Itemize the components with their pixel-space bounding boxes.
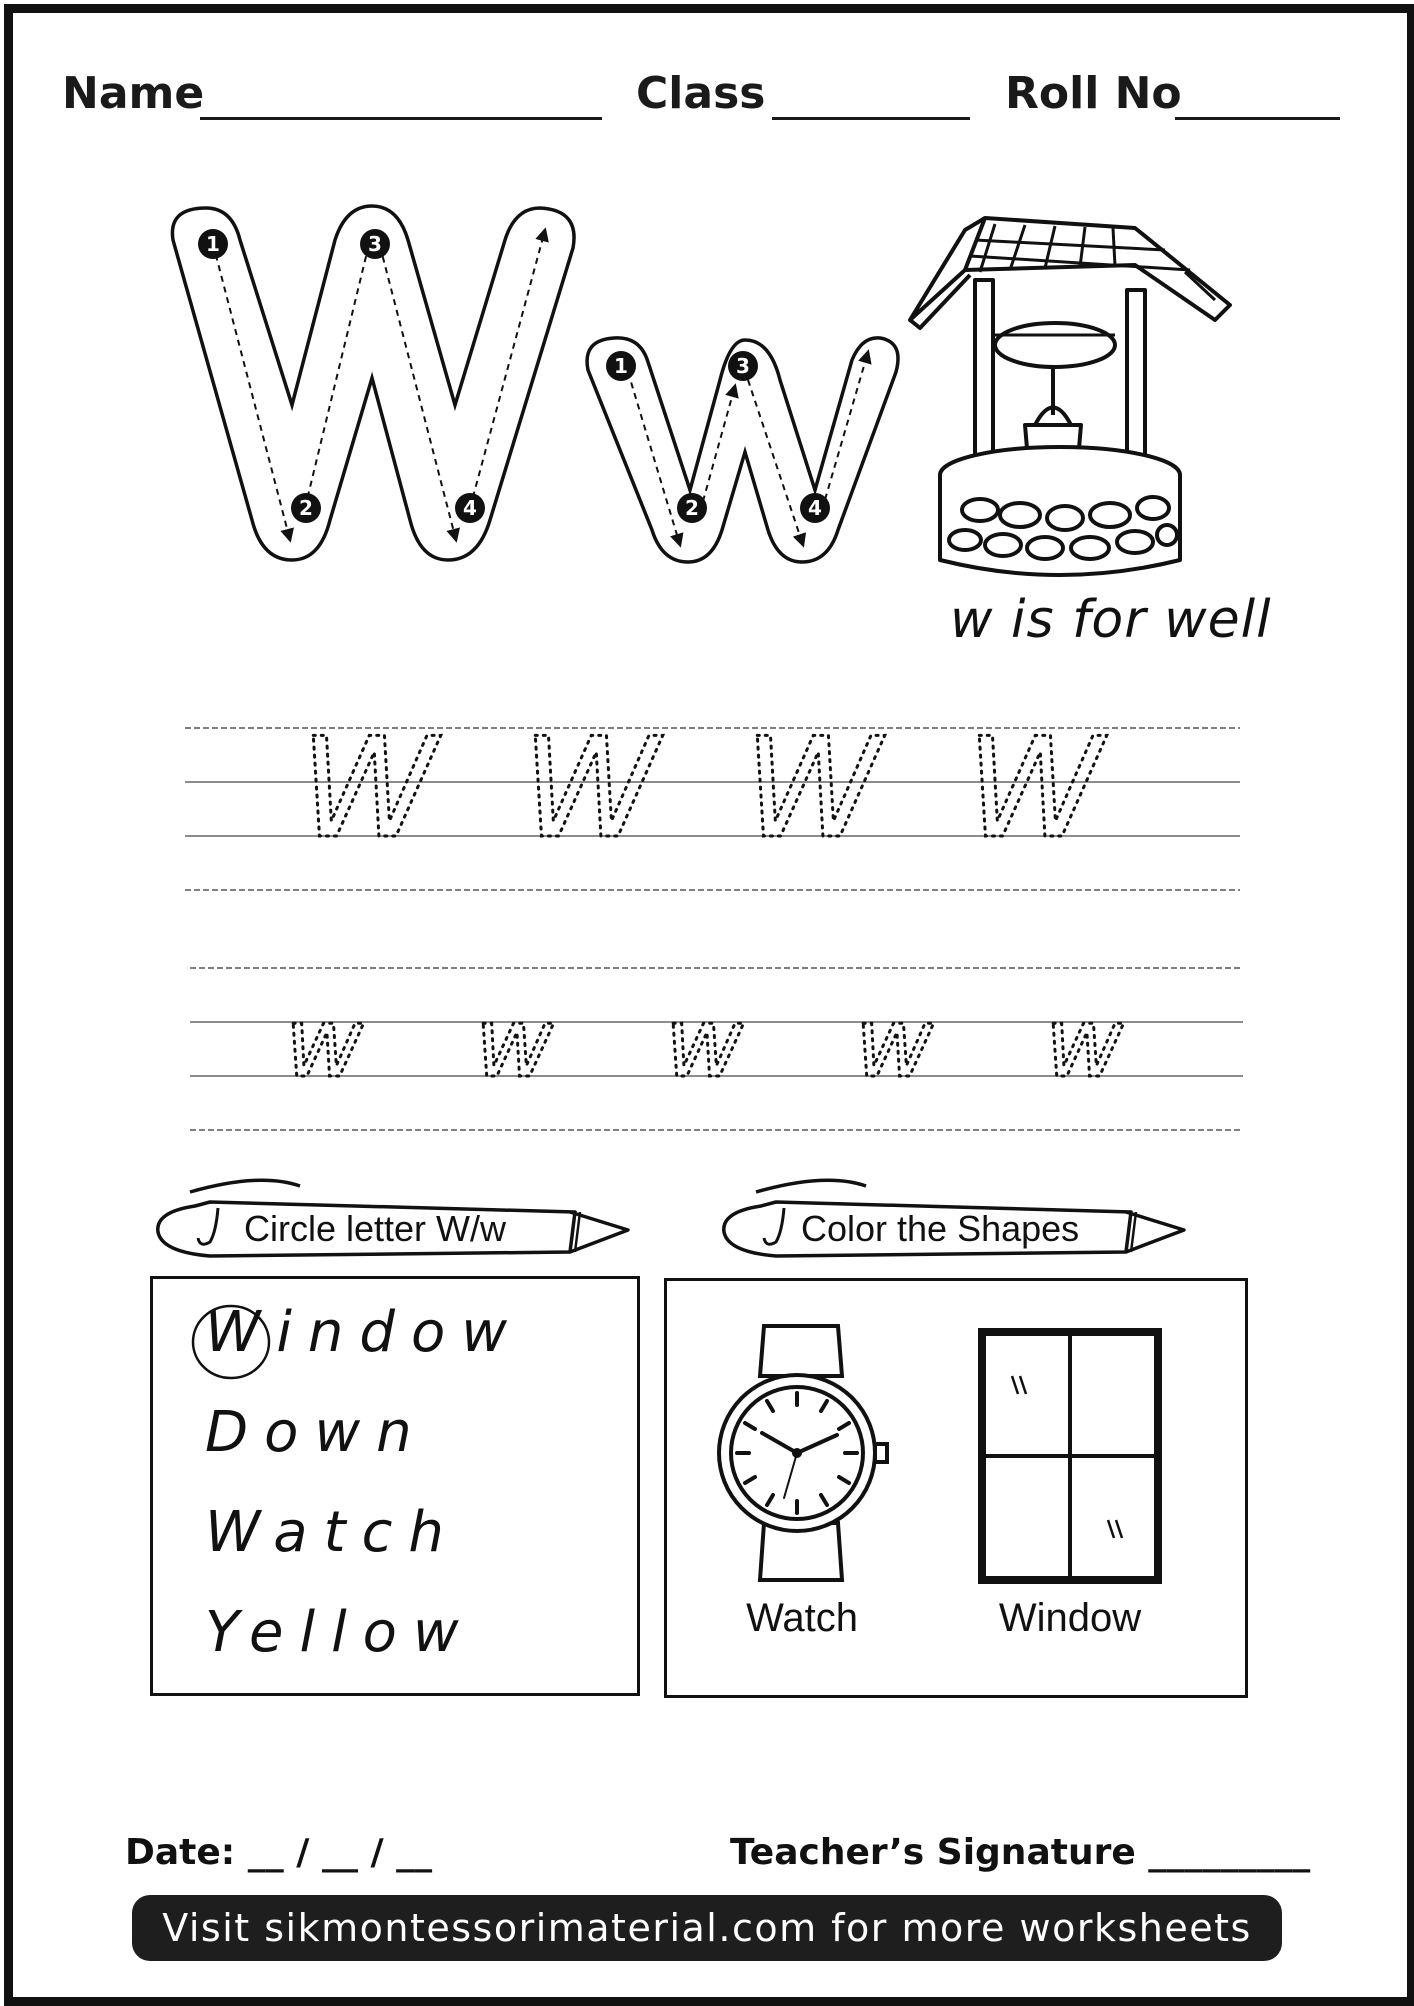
- stroke-number: 4: [463, 496, 477, 520]
- hero-caption: w is for well: [950, 590, 1272, 650]
- trace-letter-lowercase[interactable]: w: [475, 987, 554, 1099]
- window-icon[interactable]: [978, 1328, 1162, 1584]
- stroke-number: 4: [808, 496, 822, 520]
- stroke-number: 3: [368, 232, 382, 256]
- website-banner[interactable]: Visit sikmontessorimaterial.com for more worksheets: [132, 1895, 1282, 1961]
- class-label: Class: [636, 68, 766, 119]
- uppercase-tracing-row: [300, 708, 1107, 869]
- roll-no-label: Roll No: [1005, 68, 1182, 119]
- color-activity-title: Color the Shapes: [801, 1208, 1080, 1249]
- stroke-number: 3: [736, 354, 750, 378]
- trace-letter-uppercase[interactable]: W: [300, 708, 437, 869]
- circle-mark-icon: [186, 1300, 276, 1384]
- trace-letter-lowercase[interactable]: w: [665, 987, 744, 1099]
- trace-letter-lowercase[interactable]: w: [1045, 987, 1124, 1099]
- name-label: Name: [62, 68, 205, 119]
- watch-icon[interactable]: [712, 1318, 892, 1588]
- tracing-area: [0, 700, 1414, 1150]
- circle-activity-title: Circle letter W/w: [244, 1208, 507, 1249]
- stroke-number: 2: [299, 496, 313, 520]
- word-window[interactable]: Window: [205, 1300, 524, 1365]
- stroke-number: 1: [614, 354, 628, 378]
- shape-label-watch: Watch: [746, 1596, 858, 1640]
- trace-letter-uppercase[interactable]: W: [744, 708, 881, 869]
- word-yellow[interactable]: Yellow: [205, 1600, 475, 1665]
- wishing-well-icon: [895, 210, 1245, 590]
- teacher-signature-field[interactable]: Teacher’s Signature _________: [730, 1832, 1311, 1873]
- trace-letter-uppercase[interactable]: W: [966, 708, 1103, 869]
- trace-letter-uppercase[interactable]: W: [522, 708, 659, 869]
- shape-label-window: Window: [998, 1596, 1142, 1640]
- trace-letter-lowercase[interactable]: w: [285, 987, 364, 1099]
- stroke-number: 2: [685, 496, 699, 520]
- uppercase-w-outline: [172, 206, 574, 560]
- word-down[interactable]: Down: [205, 1400, 428, 1465]
- lowercase-tracing-row: [285, 987, 1124, 1099]
- trace-letter-lowercase[interactable]: w: [855, 987, 934, 1099]
- stroke-number: 1: [206, 232, 220, 256]
- word-watch[interactable]: Watch: [205, 1500, 460, 1565]
- date-field[interactable]: Date: __ / __ / __: [125, 1832, 433, 1873]
